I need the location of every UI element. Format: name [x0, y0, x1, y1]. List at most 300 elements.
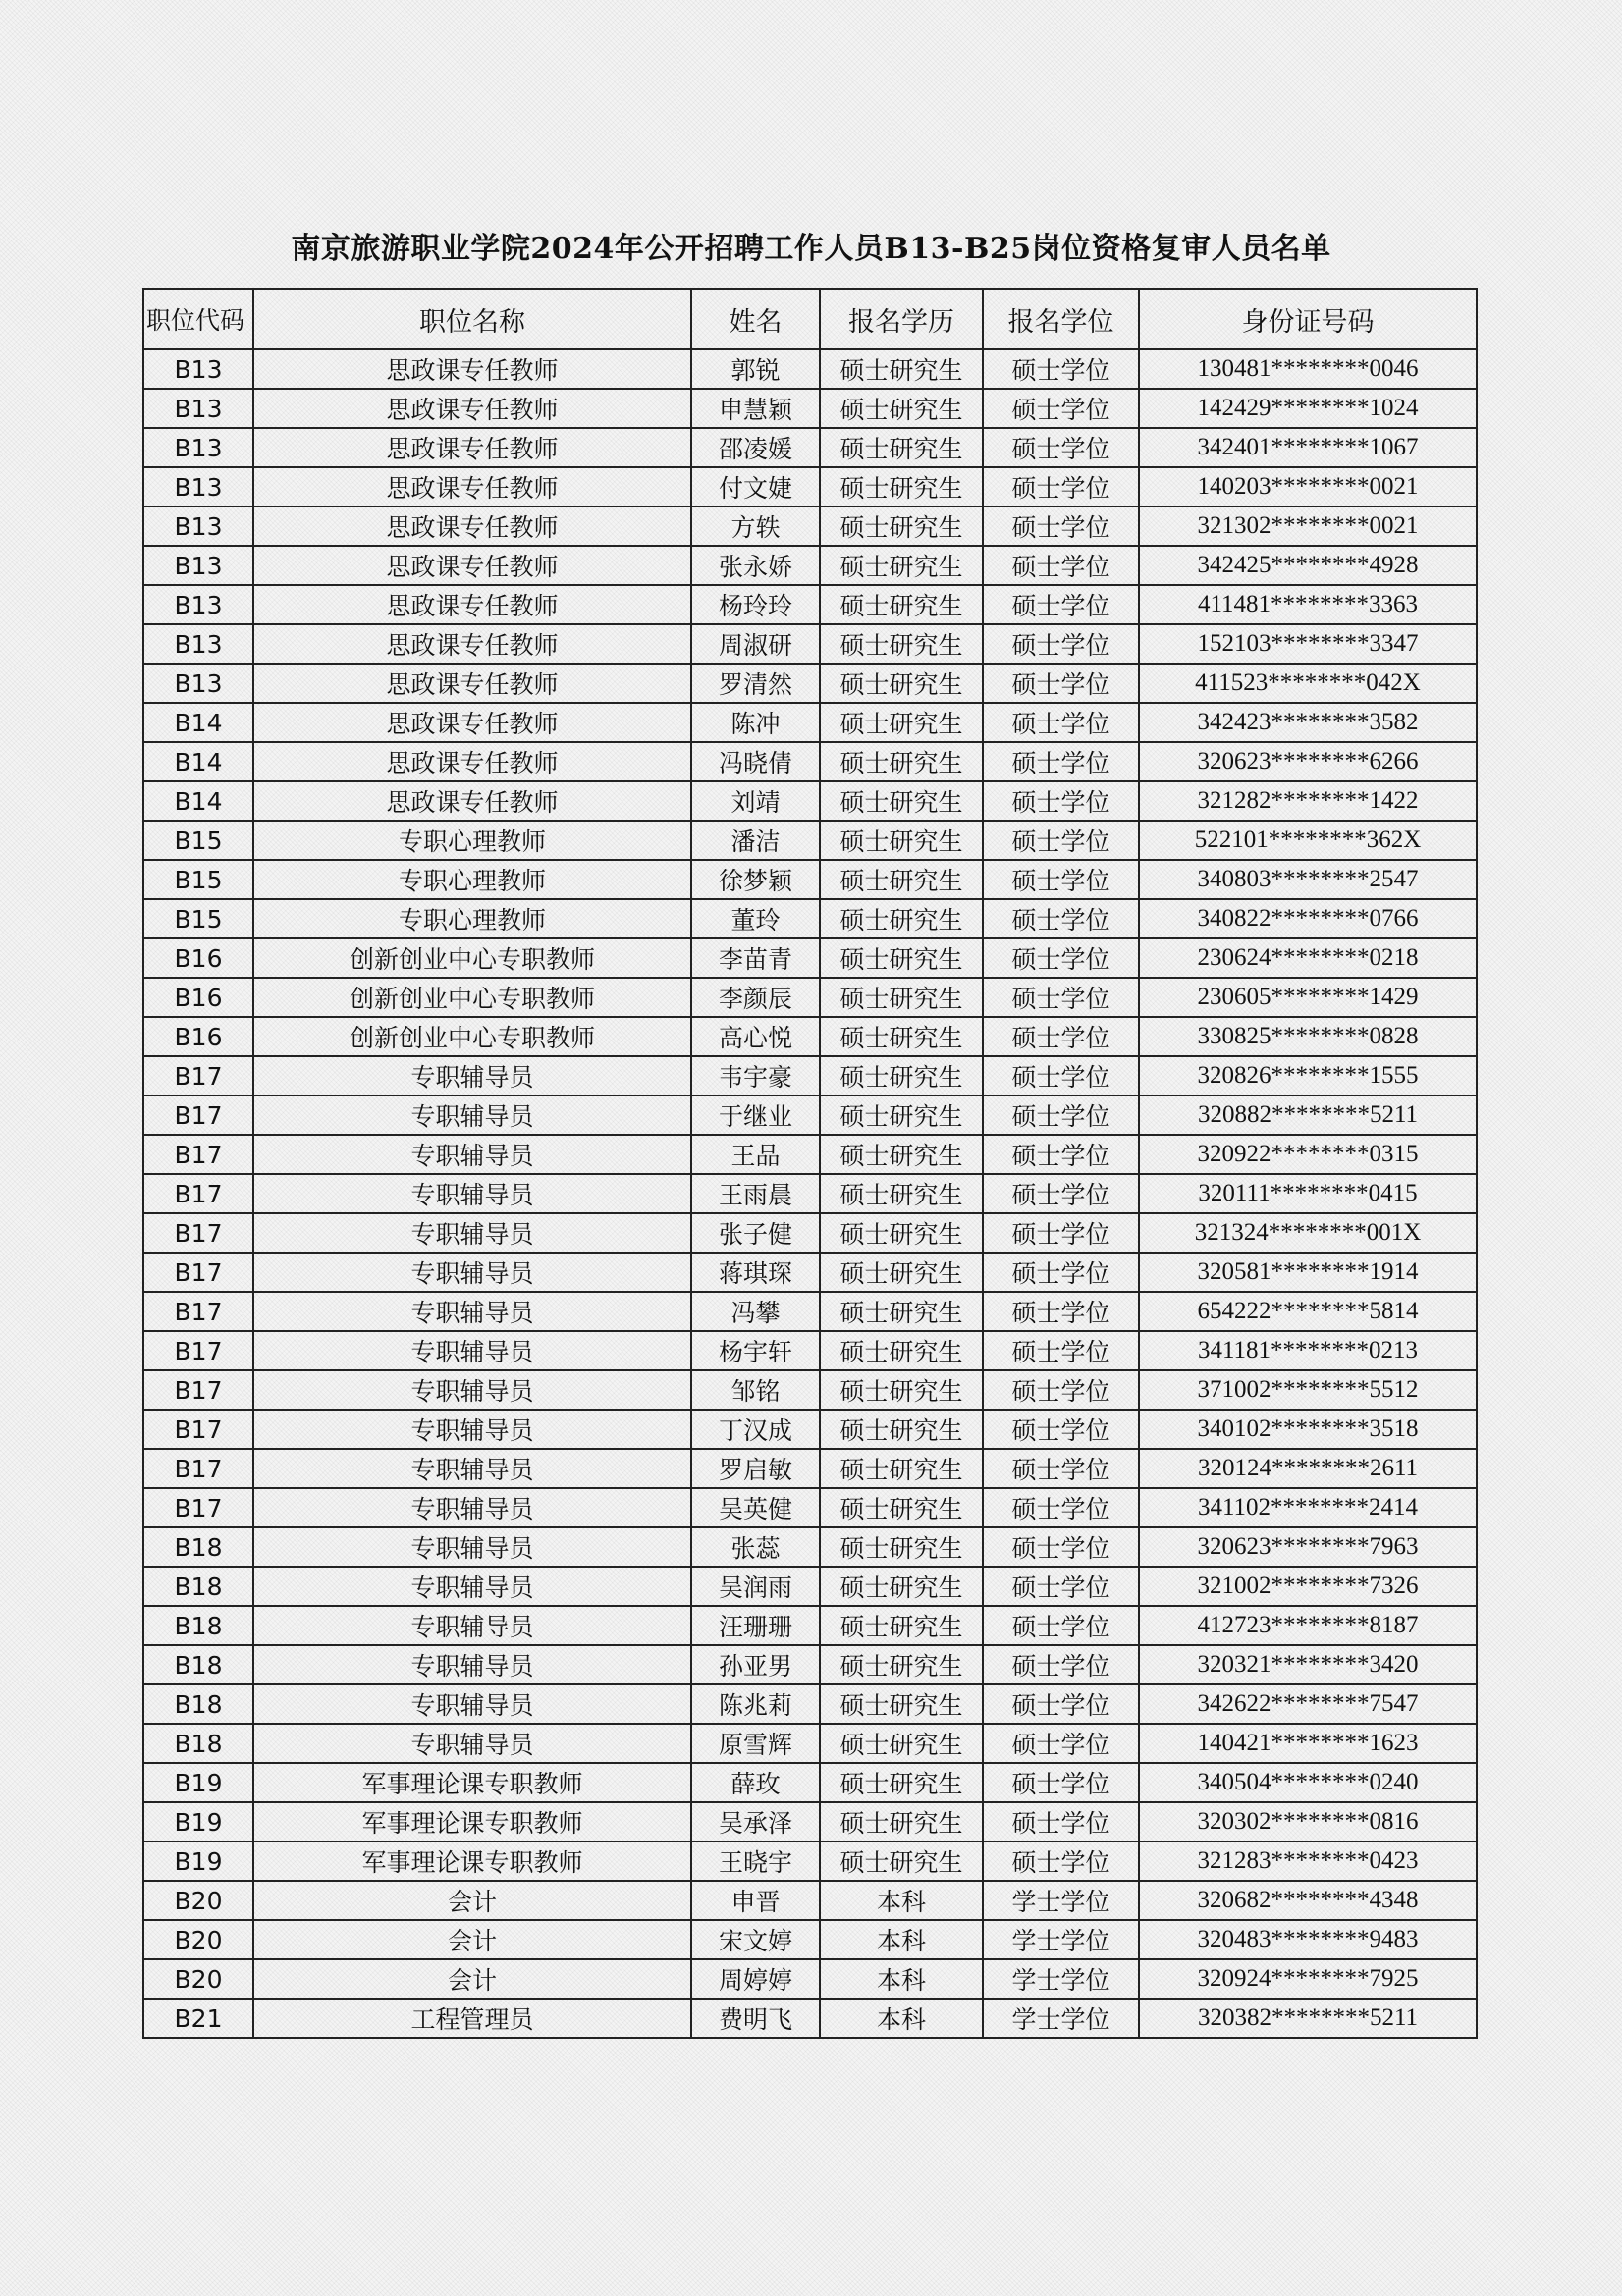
id-number-cell: 130481********0046 [1139, 349, 1477, 389]
name-cell: 方轶 [691, 507, 820, 546]
education-cell: 硕士研究生 [820, 467, 983, 507]
position-code-cell: B17 [143, 1213, 253, 1253]
name-cell: 杨宇轩 [691, 1331, 820, 1370]
id-number-cell: 320483********9483 [1139, 1920, 1477, 1959]
id-number-cell: 320302********0816 [1139, 1802, 1477, 1842]
degree-cell: 硕士学位 [983, 1724, 1139, 1763]
education-cell: 本科 [820, 1999, 983, 2038]
position-name-cell: 专职辅导员 [253, 1684, 691, 1724]
name-cell: 高心悦 [691, 1017, 820, 1056]
position-name-cell: 专职心理教师 [253, 860, 691, 899]
table-row [143, 428, 1477, 467]
name-cell: 付文婕 [691, 467, 820, 507]
position-code-cell: B17 [143, 1410, 253, 1449]
id-number-cell: 320826********1555 [1139, 1056, 1477, 1095]
degree-cell: 硕士学位 [983, 428, 1139, 467]
position-code-cell: B17 [143, 1056, 253, 1095]
table-row [143, 703, 1477, 742]
id-number-cell: 371002********5512 [1139, 1370, 1477, 1410]
position-code-cell: B20 [143, 1881, 253, 1920]
position-name-cell: 军事理论课专职教师 [253, 1763, 691, 1802]
id-number-cell: 340803********2547 [1139, 860, 1477, 899]
degree-cell: 硕士学位 [983, 781, 1139, 821]
table-row [143, 860, 1477, 899]
position-code-cell: B20 [143, 1959, 253, 1999]
education-cell: 硕士研究生 [820, 1095, 983, 1135]
position-code-cell: B16 [143, 938, 253, 978]
degree-cell: 硕士学位 [983, 1253, 1139, 1292]
table-row [143, 1724, 1477, 1763]
table-row [143, 1253, 1477, 1292]
education-cell: 硕士研究生 [820, 1017, 983, 1056]
name-cell: 吴润雨 [691, 1567, 820, 1606]
table-row [143, 899, 1477, 938]
education-cell: 硕士研究生 [820, 860, 983, 899]
position-code-cell: B13 [143, 624, 253, 664]
education-cell: 硕士研究生 [820, 585, 983, 624]
table-row [143, 1410, 1477, 1449]
name-cell: 陈冲 [691, 703, 820, 742]
id-number-cell: 230624********0218 [1139, 938, 1477, 978]
id-number-cell: 140421********1623 [1139, 1724, 1477, 1763]
degree-cell: 硕士学位 [983, 860, 1139, 899]
degree-cell: 硕士学位 [983, 1213, 1139, 1253]
header-education: 报名学历 [820, 289, 983, 349]
position-code-cell: B13 [143, 507, 253, 546]
position-code-cell: B17 [143, 1449, 253, 1488]
table-row [143, 1135, 1477, 1174]
table-row [143, 1920, 1477, 1959]
position-code-cell: B19 [143, 1763, 253, 1802]
position-code-cell: B14 [143, 781, 253, 821]
position-code-cell: B17 [143, 1253, 253, 1292]
name-cell: 于继业 [691, 1095, 820, 1135]
degree-cell: 硕士学位 [983, 1684, 1139, 1724]
id-number-cell: 342401********1067 [1139, 428, 1477, 467]
position-name-cell: 思政课专任教师 [253, 624, 691, 664]
position-name-cell: 专职辅导员 [253, 1645, 691, 1684]
education-cell: 硕士研究生 [820, 703, 983, 742]
name-cell: 原雪辉 [691, 1724, 820, 1763]
id-number-cell: 411523********042X [1139, 664, 1477, 703]
table-header-row [143, 289, 1477, 349]
position-name-cell: 专职心理教师 [253, 899, 691, 938]
id-number-cell: 320882********5211 [1139, 1095, 1477, 1135]
position-code-cell: B18 [143, 1684, 253, 1724]
position-name-cell: 思政课专任教师 [253, 585, 691, 624]
table-row [143, 821, 1477, 860]
name-cell: 申晋 [691, 1881, 820, 1920]
table-row [143, 1174, 1477, 1213]
id-number-cell: 230605********1429 [1139, 978, 1477, 1017]
table-row [143, 1017, 1477, 1056]
degree-cell: 硕士学位 [983, 389, 1139, 428]
position-name-cell: 思政课专任教师 [253, 428, 691, 467]
table-row [143, 1488, 1477, 1527]
header-position-name: 职位名称 [253, 289, 691, 349]
degree-cell: 硕士学位 [983, 1095, 1139, 1135]
degree-cell: 学士学位 [983, 1959, 1139, 1999]
degree-cell: 硕士学位 [983, 546, 1139, 585]
degree-cell: 硕士学位 [983, 1763, 1139, 1802]
id-number-cell: 320382********5211 [1139, 1999, 1477, 2038]
position-name-cell: 专职心理教师 [253, 821, 691, 860]
position-code-cell: B17 [143, 1331, 253, 1370]
position-code-cell: B15 [143, 821, 253, 860]
degree-cell: 硕士学位 [983, 1410, 1139, 1449]
position-name-cell: 专职辅导员 [253, 1213, 691, 1253]
position-code-cell: B14 [143, 703, 253, 742]
degree-cell: 硕士学位 [983, 1842, 1139, 1881]
name-cell: 罗启敏 [691, 1449, 820, 1488]
id-number-cell: 330825********0828 [1139, 1017, 1477, 1056]
position-name-cell: 专职辅导员 [253, 1056, 691, 1095]
table-row [143, 467, 1477, 507]
name-cell: 冯晓倩 [691, 742, 820, 781]
position-name-cell: 思政课专任教师 [253, 703, 691, 742]
name-cell: 申慧颖 [691, 389, 820, 428]
position-code-cell: B18 [143, 1527, 253, 1567]
position-name-cell: 专职辅导员 [253, 1488, 691, 1527]
table-row [143, 1606, 1477, 1645]
degree-cell: 硕士学位 [983, 1370, 1139, 1410]
education-cell: 硕士研究生 [820, 664, 983, 703]
degree-cell: 硕士学位 [983, 978, 1139, 1017]
id-number-cell: 340102********3518 [1139, 1410, 1477, 1449]
position-name-cell: 创新创业中心专职教师 [253, 938, 691, 978]
education-cell: 硕士研究生 [820, 1135, 983, 1174]
position-code-cell: B21 [143, 1999, 253, 2038]
name-cell: 汪珊珊 [691, 1606, 820, 1645]
name-cell: 王晓宇 [691, 1842, 820, 1881]
name-cell: 徐梦颖 [691, 860, 820, 899]
table-body [143, 349, 1477, 2038]
header-degree: 报名学位 [983, 289, 1139, 349]
position-name-cell: 专职辅导员 [253, 1095, 691, 1135]
table-row [143, 742, 1477, 781]
position-name-cell: 会计 [253, 1959, 691, 1999]
degree-cell: 硕士学位 [983, 821, 1139, 860]
education-cell: 硕士研究生 [820, 349, 983, 389]
position-name-cell: 思政课专任教师 [253, 781, 691, 821]
position-code-cell: B17 [143, 1095, 253, 1135]
table-row [143, 1331, 1477, 1370]
name-cell: 邹铭 [691, 1370, 820, 1410]
degree-cell: 硕士学位 [983, 1488, 1139, 1527]
degree-cell: 硕士学位 [983, 1017, 1139, 1056]
education-cell: 本科 [820, 1959, 983, 1999]
table-row [143, 389, 1477, 428]
header-id-number: 身份证号码 [1139, 289, 1477, 349]
position-code-cell: B13 [143, 467, 253, 507]
degree-cell: 硕士学位 [983, 1174, 1139, 1213]
table-row [143, 1763, 1477, 1802]
id-number-cell: 142429********1024 [1139, 389, 1477, 428]
education-cell: 硕士研究生 [820, 1253, 983, 1292]
table-row [143, 349, 1477, 389]
id-number-cell: 411481********3363 [1139, 585, 1477, 624]
degree-cell: 硕士学位 [983, 1802, 1139, 1842]
education-cell: 硕士研究生 [820, 624, 983, 664]
table-row [143, 1645, 1477, 1684]
header-name: 姓名 [691, 289, 820, 349]
position-code-cell: B20 [143, 1920, 253, 1959]
education-cell: 硕士研究生 [820, 1684, 983, 1724]
id-number-cell: 341102********2414 [1139, 1488, 1477, 1527]
position-code-cell: B15 [143, 860, 253, 899]
degree-cell: 硕士学位 [983, 349, 1139, 389]
degree-cell: 硕士学位 [983, 467, 1139, 507]
name-cell: 杨玲玲 [691, 585, 820, 624]
degree-cell: 硕士学位 [983, 1135, 1139, 1174]
degree-cell: 硕士学位 [983, 899, 1139, 938]
education-cell: 硕士研究生 [820, 1213, 983, 1253]
position-name-cell: 创新创业中心专职教师 [253, 978, 691, 1017]
education-cell: 硕士研究生 [820, 1527, 983, 1567]
position-name-cell: 思政课专任教师 [253, 742, 691, 781]
degree-cell: 硕士学位 [983, 1567, 1139, 1606]
id-number-cell: 320623********6266 [1139, 742, 1477, 781]
name-cell: 韦宇豪 [691, 1056, 820, 1095]
education-cell: 硕士研究生 [820, 1056, 983, 1095]
name-cell: 薛玫 [691, 1763, 820, 1802]
position-name-cell: 思政课专任教师 [253, 389, 691, 428]
name-cell: 周婷婷 [691, 1959, 820, 1999]
position-code-cell: B17 [143, 1370, 253, 1410]
degree-cell: 硕士学位 [983, 938, 1139, 978]
position-name-cell: 会计 [253, 1920, 691, 1959]
position-name-cell: 思政课专任教师 [253, 507, 691, 546]
education-cell: 硕士研究生 [820, 1331, 983, 1370]
degree-cell: 硕士学位 [983, 1292, 1139, 1331]
id-number-cell: 320922********0315 [1139, 1135, 1477, 1174]
position-name-cell: 专职辅导员 [253, 1527, 691, 1567]
position-name-cell: 专职辅导员 [253, 1292, 691, 1331]
id-number-cell: 320124********2611 [1139, 1449, 1477, 1488]
id-number-cell: 321283********0423 [1139, 1842, 1477, 1881]
position-code-cell: B17 [143, 1292, 253, 1331]
table-row [143, 1881, 1477, 1920]
table-row [143, 1999, 1477, 2038]
position-code-cell: B13 [143, 389, 253, 428]
education-cell: 硕士研究生 [820, 1567, 983, 1606]
id-number-cell: 152103********3347 [1139, 624, 1477, 664]
table-row [143, 507, 1477, 546]
table-row [143, 664, 1477, 703]
degree-cell: 学士学位 [983, 1881, 1139, 1920]
table-row [143, 1056, 1477, 1095]
id-number-cell: 412723********8187 [1139, 1606, 1477, 1645]
table-row [143, 1370, 1477, 1410]
position-name-cell: 专职辅导员 [253, 1567, 691, 1606]
id-number-cell: 321282********1422 [1139, 781, 1477, 821]
name-cell: 张蕊 [691, 1527, 820, 1567]
education-cell: 硕士研究生 [820, 1410, 983, 1449]
name-cell: 刘靖 [691, 781, 820, 821]
position-code-cell: B18 [143, 1724, 253, 1763]
id-number-cell: 321002********7326 [1139, 1567, 1477, 1606]
name-cell: 孙亚男 [691, 1645, 820, 1684]
name-cell: 费明飞 [691, 1999, 820, 2038]
education-cell: 硕士研究生 [820, 428, 983, 467]
position-name-cell: 专职辅导员 [253, 1410, 691, 1449]
position-name-cell: 思政课专任教师 [253, 546, 691, 585]
id-number-cell: 342423********3582 [1139, 703, 1477, 742]
position-name-cell: 工程管理员 [253, 1999, 691, 2038]
table-row [143, 585, 1477, 624]
position-name-cell: 专职辅导员 [253, 1449, 691, 1488]
name-cell: 李颜辰 [691, 978, 820, 1017]
table-row [143, 978, 1477, 1017]
name-cell: 陈兆莉 [691, 1684, 820, 1724]
degree-cell: 硕士学位 [983, 1645, 1139, 1684]
name-cell: 董玲 [691, 899, 820, 938]
degree-cell: 硕士学位 [983, 624, 1139, 664]
table-row [143, 1213, 1477, 1253]
degree-cell: 硕士学位 [983, 585, 1139, 624]
table-row [143, 1292, 1477, 1331]
education-cell: 硕士研究生 [820, 1802, 983, 1842]
education-cell: 本科 [820, 1920, 983, 1959]
name-cell: 周淑研 [691, 624, 820, 664]
position-name-cell: 思政课专任教师 [253, 664, 691, 703]
name-cell: 王雨晨 [691, 1174, 820, 1213]
education-cell: 硕士研究生 [820, 1449, 983, 1488]
name-cell: 潘洁 [691, 821, 820, 860]
name-cell: 丁汉成 [691, 1410, 820, 1449]
id-number-cell: 342425********4928 [1139, 546, 1477, 585]
position-code-cell: B14 [143, 742, 253, 781]
table-row [143, 1527, 1477, 1567]
id-number-cell: 320924********7925 [1139, 1959, 1477, 1999]
name-cell: 蒋琪琛 [691, 1253, 820, 1292]
position-code-cell: B13 [143, 349, 253, 389]
candidate-table [142, 288, 1478, 2039]
education-cell: 硕士研究生 [820, 546, 983, 585]
education-cell: 硕士研究生 [820, 1763, 983, 1802]
position-code-cell: B16 [143, 1017, 253, 1056]
id-number-cell: 321302********0021 [1139, 507, 1477, 546]
name-cell: 王品 [691, 1135, 820, 1174]
degree-cell: 硕士学位 [983, 1056, 1139, 1095]
table-row [143, 546, 1477, 585]
table-row [143, 938, 1477, 978]
id-number-cell: 320111********0415 [1139, 1174, 1477, 1213]
education-cell: 硕士研究生 [820, 1724, 983, 1763]
id-number-cell: 340822********0766 [1139, 899, 1477, 938]
name-cell: 张永娇 [691, 546, 820, 585]
education-cell: 本科 [820, 1881, 983, 1920]
education-cell: 硕士研究生 [820, 1842, 983, 1881]
education-cell: 硕士研究生 [820, 899, 983, 938]
id-number-cell: 340504********0240 [1139, 1763, 1477, 1802]
position-code-cell: B13 [143, 664, 253, 703]
name-cell: 李苗青 [691, 938, 820, 978]
degree-cell: 学士学位 [983, 1999, 1139, 2038]
name-cell: 罗清然 [691, 664, 820, 703]
position-code-cell: B13 [143, 428, 253, 467]
degree-cell: 硕士学位 [983, 703, 1139, 742]
id-number-cell: 522101********362X [1139, 821, 1477, 860]
position-name-cell: 军事理论课专职教师 [253, 1842, 691, 1881]
position-name-cell: 会计 [253, 1881, 691, 1920]
id-number-cell: 140203********0021 [1139, 467, 1477, 507]
education-cell: 硕士研究生 [820, 742, 983, 781]
degree-cell: 硕士学位 [983, 1331, 1139, 1370]
position-code-cell: B13 [143, 546, 253, 585]
position-code-cell: B16 [143, 978, 253, 1017]
name-cell: 冯攀 [691, 1292, 820, 1331]
header-position-code: 职位代码 [143, 289, 253, 349]
table-row [143, 1567, 1477, 1606]
id-number-cell: 320581********1914 [1139, 1253, 1477, 1292]
position-name-cell: 专职辅导员 [253, 1135, 691, 1174]
education-cell: 硕士研究生 [820, 507, 983, 546]
position-name-cell: 专职辅导员 [253, 1606, 691, 1645]
id-number-cell: 341181********0213 [1139, 1331, 1477, 1370]
position-code-cell: B19 [143, 1842, 253, 1881]
table-row [143, 624, 1477, 664]
position-name-cell: 专职辅导员 [253, 1370, 691, 1410]
degree-cell: 硕士学位 [983, 664, 1139, 703]
position-code-cell: B18 [143, 1645, 253, 1684]
position-code-cell: B17 [143, 1174, 253, 1213]
education-cell: 硕士研究生 [820, 1606, 983, 1645]
degree-cell: 硕士学位 [983, 1527, 1139, 1567]
table-row [143, 1095, 1477, 1135]
position-code-cell: B18 [143, 1606, 253, 1645]
degree-cell: 硕士学位 [983, 507, 1139, 546]
position-code-cell: B13 [143, 585, 253, 624]
id-number-cell: 320623********7963 [1139, 1527, 1477, 1567]
education-cell: 硕士研究生 [820, 389, 983, 428]
id-number-cell: 321324********001X [1139, 1213, 1477, 1253]
name-cell: 邵凌媛 [691, 428, 820, 467]
table-row [143, 1684, 1477, 1724]
education-cell: 硕士研究生 [820, 781, 983, 821]
position-name-cell: 思政课专任教师 [253, 349, 691, 389]
education-cell: 硕士研究生 [820, 1488, 983, 1527]
page-title: 南京旅游职业学院2024年公开招聘工作人员B13-B25岗位资格复审人员名单 [291, 232, 1331, 266]
education-cell: 硕士研究生 [820, 978, 983, 1017]
position-name-cell: 专职辅导员 [253, 1331, 691, 1370]
position-code-cell: B18 [143, 1567, 253, 1606]
education-cell: 硕士研究生 [820, 1645, 983, 1684]
education-cell: 硕士研究生 [820, 1370, 983, 1410]
id-number-cell: 654222********5814 [1139, 1292, 1477, 1331]
degree-cell: 硕士学位 [983, 1449, 1139, 1488]
education-cell: 硕士研究生 [820, 938, 983, 978]
position-name-cell: 专职辅导员 [253, 1724, 691, 1763]
name-cell: 吴承泽 [691, 1802, 820, 1842]
name-cell: 张子健 [691, 1213, 820, 1253]
education-cell: 硕士研究生 [820, 821, 983, 860]
table-row [143, 1959, 1477, 1999]
position-code-cell: B19 [143, 1802, 253, 1842]
id-number-cell: 320321********3420 [1139, 1645, 1477, 1684]
id-number-cell: 320682********4348 [1139, 1881, 1477, 1920]
name-cell: 郭锐 [691, 349, 820, 389]
position-code-cell: B17 [143, 1488, 253, 1527]
position-name-cell: 专职辅导员 [253, 1253, 691, 1292]
degree-cell: 学士学位 [983, 1920, 1139, 1959]
name-cell: 宋文婷 [691, 1920, 820, 1959]
table-row [143, 1449, 1477, 1488]
table-row [143, 1842, 1477, 1881]
table-row [143, 781, 1477, 821]
position-name-cell: 创新创业中心专职教师 [253, 1017, 691, 1056]
degree-cell: 硕士学位 [983, 742, 1139, 781]
